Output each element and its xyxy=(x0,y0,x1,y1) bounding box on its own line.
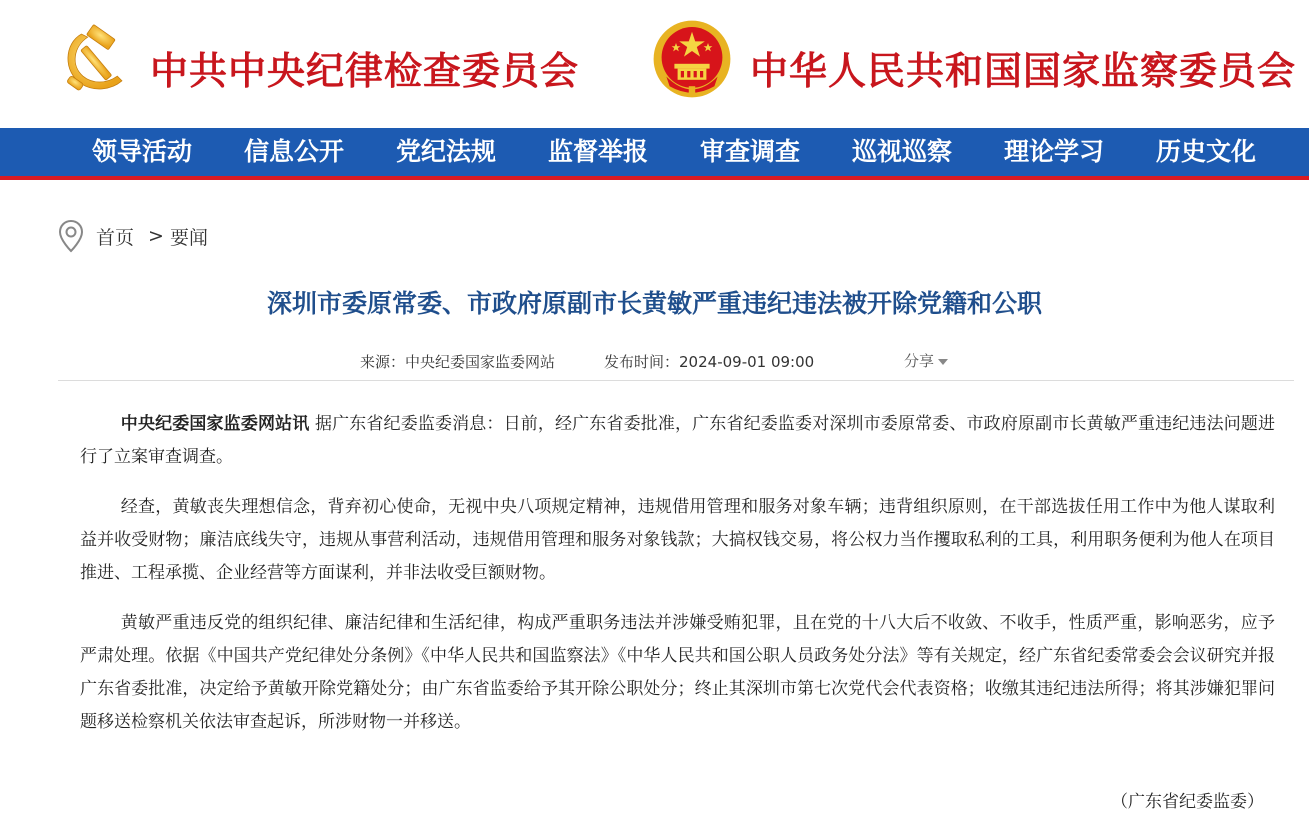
article-time xyxy=(604,351,814,372)
cpc-ccdi-title: 中共中央纪律检查委员会 xyxy=(150,48,580,93)
nav-list xyxy=(66,128,1282,176)
share-label: 分享 xyxy=(904,352,935,370)
time-value: 2024-09-01 09:00 xyxy=(679,353,815,371)
article-paragraph: 黄敏严重违反党的组织纪律、廉洁纪律和生活纪律，构成严重职务违法并涉嫌受贿犯罪，且在党的十八大后不收敛、不收手，性质严重，影响恶劣，应予严肃处理。依据《中国共产党纪律处分条例》《中华人民共和国监察法》《中华人民共和国公职人员政务处分法》等有关规定，经广东省纪委常委会会议研究并报广东省委批准，决定给予黄敏开除党籍处分；由广东省监委给予其开除公职处分；终止其深圳市第七次党代会代表资格；收缴其违纪违法所得；将其涉嫌犯罪问题移送检察机关依法审查起诉，所涉财物一并移送。 xyxy=(80,613,1275,732)
breadcrumb xyxy=(58,218,208,254)
nav-item-leadership[interactable]: 领导活动 xyxy=(91,137,192,166)
site-header xyxy=(0,0,1309,128)
breadcrumb-separator: > xyxy=(148,225,164,247)
main-nav xyxy=(0,128,1309,180)
party-emblem-icon xyxy=(58,20,136,98)
article-source-note: （广东省纪委监委） xyxy=(1111,792,1264,812)
paragraph-text: 据广东省纪委监委消息：日前，经广东省委批准，广东省纪委监委对深圳市委原常委、市政府原副市长黄敏严重违纪违法问题进行了立案审查调查。 xyxy=(80,414,1276,467)
article-meta xyxy=(0,348,1309,372)
breadcrumb-current[interactable]: 要闻 xyxy=(169,226,208,249)
nav-item-regulations[interactable]: 党纪法规 xyxy=(395,137,496,166)
article-title: 深圳市委原常委、市政府原副市长黄敏严重违纪违法被开除党籍和公职 xyxy=(266,289,1042,318)
nav-item-theory[interactable]: 理论学习 xyxy=(1003,137,1104,166)
article-paragraph: 经查，黄敏丧失理想信念，背弃初心使命，无视中央八项规定精神，违规借用管理和服务对象车辆；违背组织原则，在干部选拔任用工作中为他人谋取利益并收受财物；廉洁底线失守，违规从事营利活动，违规借用管理和服务对象钱款；大搞权钱交易，将公权力当作攫取私利的工具，利用职务便利为他人在项目推进、工程承揽、企业经营等方面谋利，并非法收受巨额财物。 xyxy=(80,497,1275,583)
breadcrumb-home-link[interactable]: 首页 xyxy=(96,226,135,249)
caret-down-icon xyxy=(938,359,948,365)
article-lead: 中央纪委国家监委网站讯 xyxy=(120,414,310,434)
nsc-title: 中华人民共和国国家监察委员会 xyxy=(750,48,1297,93)
source-value: 中央纪委国家监委网站 xyxy=(405,353,556,371)
share-button[interactable] xyxy=(904,350,948,371)
national-emblem-icon xyxy=(652,18,732,100)
nav-item-investigation[interactable]: 审查调查 xyxy=(699,137,800,166)
time-label: 发布时间： xyxy=(604,353,680,371)
article-source xyxy=(360,351,555,372)
nav-item-information[interactable]: 信息公开 xyxy=(243,137,344,166)
article-body xyxy=(80,408,1275,756)
source-label: 来源： xyxy=(360,353,406,371)
nav-item-report[interactable]: 监督举报 xyxy=(547,137,648,166)
nav-item-history[interactable]: 历史文化 xyxy=(1155,137,1256,166)
location-pin-icon xyxy=(58,219,84,253)
nav-item-inspection[interactable]: 巡视巡察 xyxy=(851,137,952,166)
meta-divider xyxy=(58,380,1294,381)
article-paragraph xyxy=(80,408,1275,474)
